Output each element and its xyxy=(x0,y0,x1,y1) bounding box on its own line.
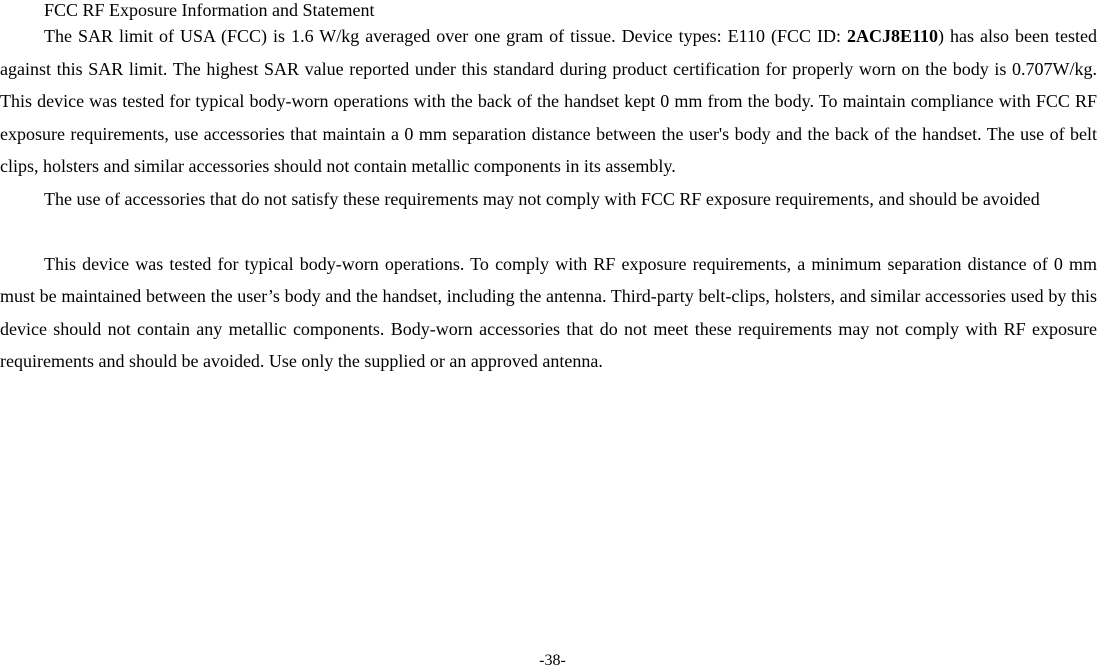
fcc-id: 2ACJ8E110 xyxy=(847,26,939,46)
sar-limit-paragraph xyxy=(0,20,1097,183)
accessories-paragraph: The use of accessories that do not satisfy these requirements may not comply with FCC RF exposure requirements, and should be avoided xyxy=(44,188,1040,209)
page-number: -38- xyxy=(539,652,566,669)
section-heading: FCC RF Exposure Information and Statement xyxy=(44,0,375,20)
sar-text-before-id: The SAR limit of USA (FCC) is 1.6 W/kg averaged over one gram of tissue. Device types: E110 (FCC ID: xyxy=(44,26,848,46)
body-worn-paragraph: This device was tested for typical body-worn operations. To comply with RF exposure requirements, a minimum separation distance of 0 mm must be maintained between the user’s body and the handset, including the antenna. Third-party belt-clips, holsters, and similar accessories used by this device should not contain any metallic components. Body-worn accessories that do not meet these requirements may not comply with RF exposure requirements and should be avoided. Use only the supplied or an approved antenna. xyxy=(0,253,1097,372)
paragraph-spacer xyxy=(0,216,1097,248)
sar-text-after-id: ) has also been tested against this SAR limit. The highest SAR value reported under this standard during product certification for properly worn on the body is 0.707W/kg. This device was tested for typical body-worn operations with the back of the handset kept 0 mm from the body. To maintain compliance with FCC RF exposure requirements, use accessories that maintain a 0 mm separation distance between the user's body and the back of the handset. The use of belt clips, holsters and similar accessories should not contain metallic components in its assembly. xyxy=(0,26,1097,177)
